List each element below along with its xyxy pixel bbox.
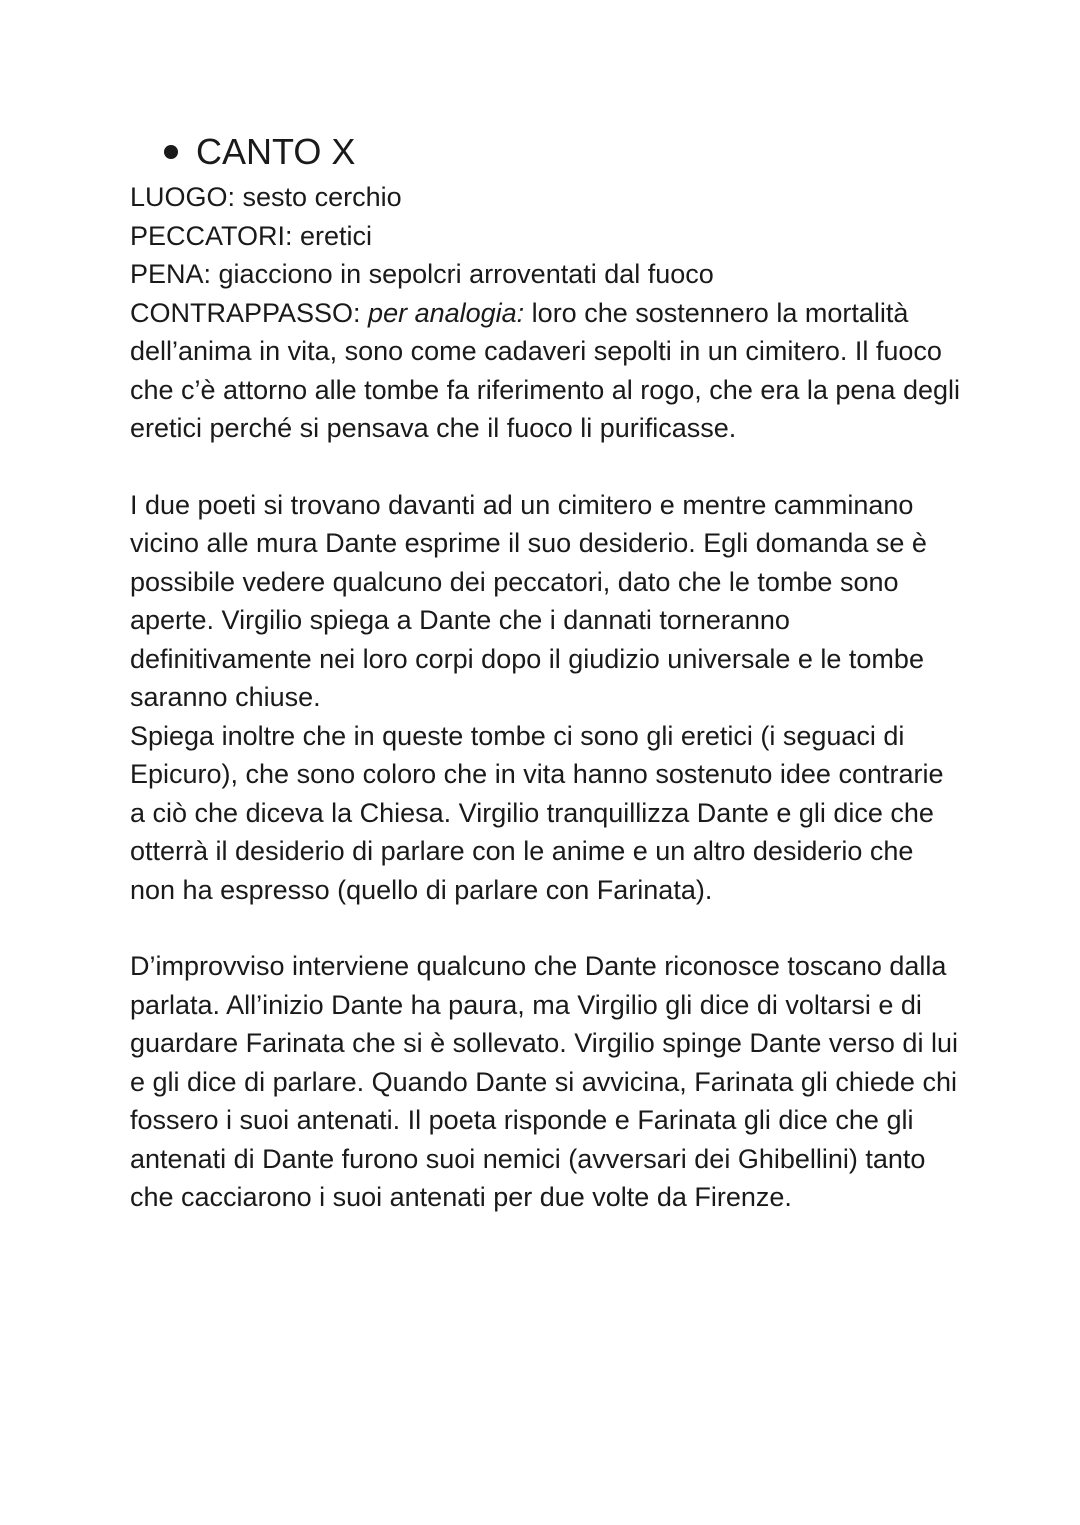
contrappasso-label: CONTRAPPASSO:	[130, 297, 369, 328]
luogo-label: LUOGO:	[130, 182, 236, 212]
luogo-line	[130, 178, 960, 217]
luogo-value: sesto cerchio	[235, 182, 402, 212]
narrative-paragraph-1: I due poeti si trovano davanti ad un cimitero e mentre camminano vicino alle mura Dante esprime il suo desiderio. Egli domanda se è possibile vedere qualcuno dei peccatori, dato che le tombe sono aperte. Virgilio spiega a Dante che i dannati torneranno definitivamente nei loro corpi dopo il giudizio universale e le tombe saranno chiuse.	[130, 489, 927, 712]
canto-heading	[164, 128, 960, 176]
pena-value: giacciono in sepolcri arroventati dal fuoco	[211, 259, 714, 289]
peccatori-value: eretici	[292, 220, 373, 251]
peccatori-line	[130, 217, 960, 256]
contrappasso-emphasis: per analogia:	[368, 297, 525, 328]
contrappasso-paragraph	[130, 294, 960, 448]
paragraph-spacer	[130, 909, 960, 947]
pena-label: PENA:	[130, 259, 212, 289]
paragraph-spacer	[130, 448, 960, 486]
peccatori-label: PECCATORI:	[130, 220, 293, 251]
document-page	[130, 128, 960, 1217]
pena-line	[130, 255, 960, 294]
narrative-paragraph-3: D’improvviso interviene qualcuno che Dante riconosce toscano dalla parlata. All’inizio Dante ha paura, ma Virgilio gli dice di voltarsi e di guardare Farinata che si è sollevato. Virgilio spinge Dante verso di lui e gli dice di parlare. Quando Dante si avvicina, Farinata gli chiede chi fossero i suoi antenati. Il poeta risponde e Farinata gli dice che gli antenati di Dante furono suoi nemici (avversari dei Ghibellini) tanto che cacciarono i suoi antenati per due volte da Firenze.	[130, 951, 958, 1212]
contrappasso-text: loro che sostennero la mortalità dell’anima in vita, sono come cadaveri sepolti in un cimitero. Il fuoco che c’è attorno alle tombe fa riferimento al rogo, che era la pena degli eretici perché si pensava che il fuoco li purificasse.	[130, 297, 960, 443]
narrative-paragraph-2: Spiega inoltre che in queste tombe ci sono gli eretici (i seguaci di Epicuro), che sono coloro che in vita hanno sostenuto idee contrarie a ciò che diceva la Chiesa. Virgilio tranquillizza Dante e gli dice che otterrà il desiderio di parlare con le anime e un altro desiderio che non ha espresso (quello di parlare con Farinata).	[130, 720, 944, 905]
canto-title: CANTO X	[196, 131, 356, 172]
bullet-icon	[164, 145, 178, 159]
